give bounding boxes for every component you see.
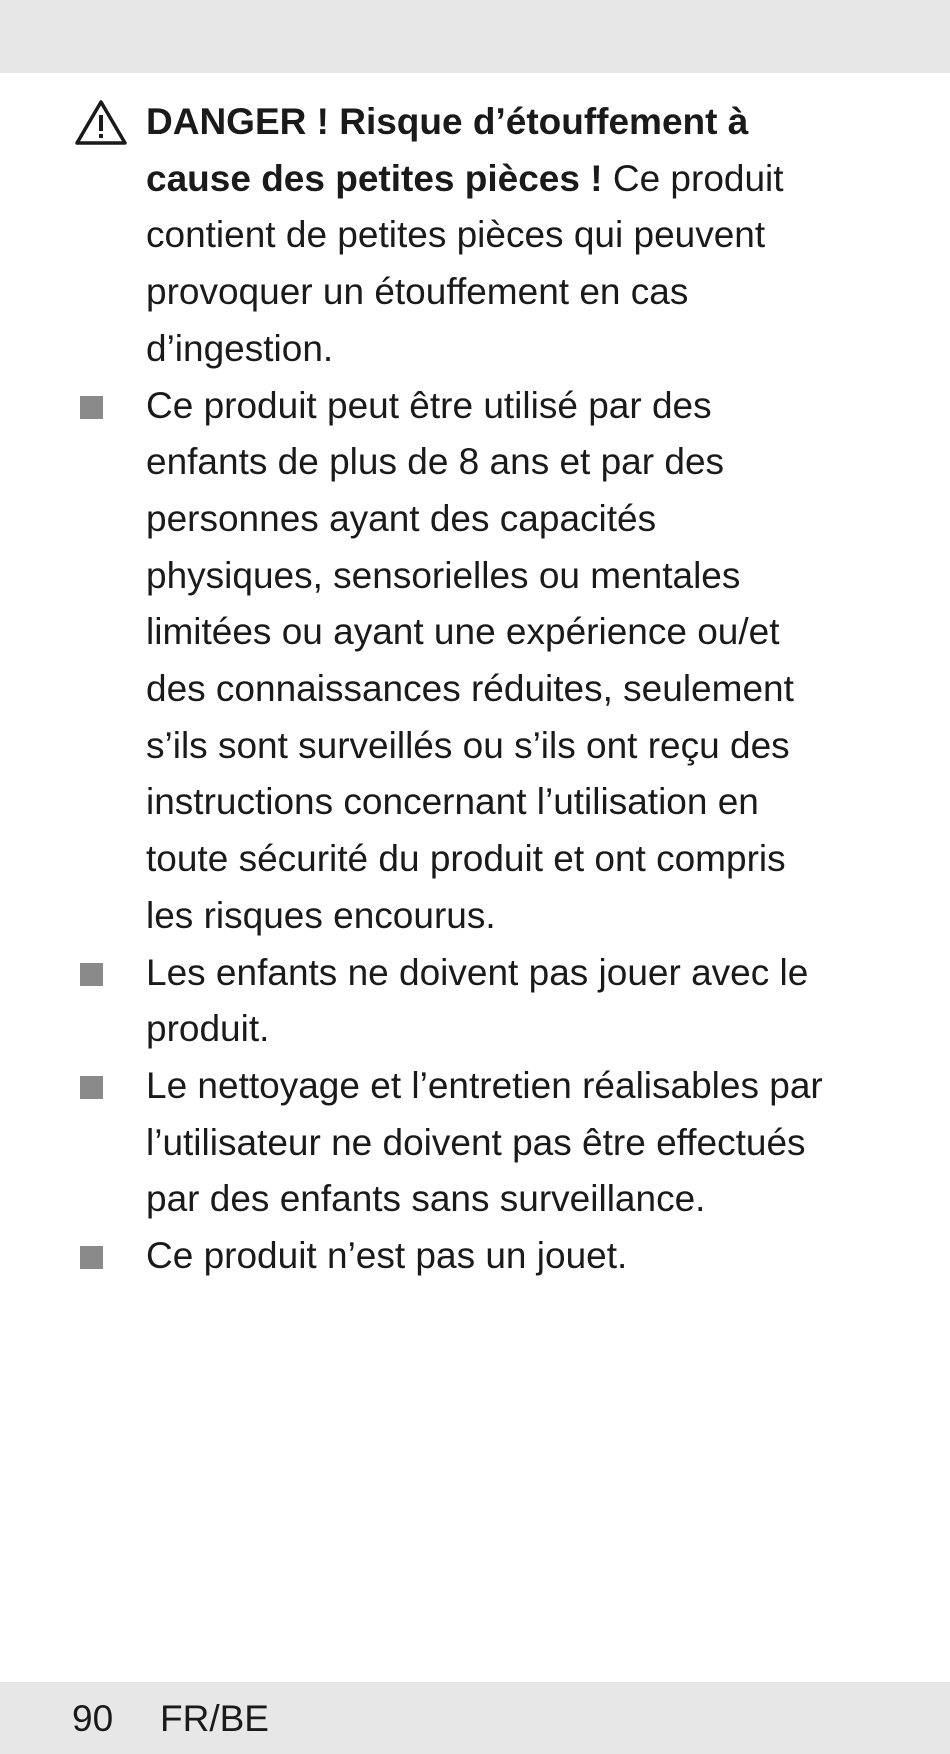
list-item: [0, 945, 836, 1058]
warning-triangle-icon: [74, 98, 128, 146]
footer-band: [0, 1682, 950, 1754]
header-band: [0, 0, 950, 73]
safety-instructions: [0, 94, 950, 1285]
list-item-text: Le nettoyage et l’entretien réalisables par l’utilisateur ne doivent pas être effectués par des enfants sans surveillance.: [146, 1064, 823, 1220]
danger-heading: DANGER ! Risque d’étouffement à cause des petites pièces !: [146, 101, 749, 199]
list-item: [0, 1228, 836, 1285]
danger-text: Ce produit contient de petites pièces qui peuvent provoquer un étouffement en cas d’ingestion.: [146, 157, 784, 369]
square-bullet-icon: [80, 1246, 103, 1269]
list-item: [0, 1058, 836, 1228]
square-bullet-icon: [80, 963, 103, 986]
page-number: 90: [72, 1698, 114, 1739]
list-item: [0, 378, 836, 945]
list-item-text: Les enfants ne doivent pas jouer avec le produit.: [146, 951, 809, 1050]
square-bullet-icon: [80, 396, 103, 419]
language-code: FR/BE: [160, 1698, 269, 1739]
danger-warning: [0, 94, 836, 378]
list-item-text: Ce produit n’est pas un jouet.: [146, 1235, 628, 1277]
list-item-text: Ce produit peut être utilisé par des enfants de plus de 8 ans et par des personnes ayant des capacités physiques, sensorielles ou mentales limitées ou ayant une expérience ou/et des connaissances réduites, seulement s’ils sont surveillés ou s’ils ont reçu des instructions concernant l’utilisation en toute sécurité du produit et ont compris les risques encourus.: [146, 384, 794, 936]
square-bullet-icon: [80, 1076, 103, 1099]
